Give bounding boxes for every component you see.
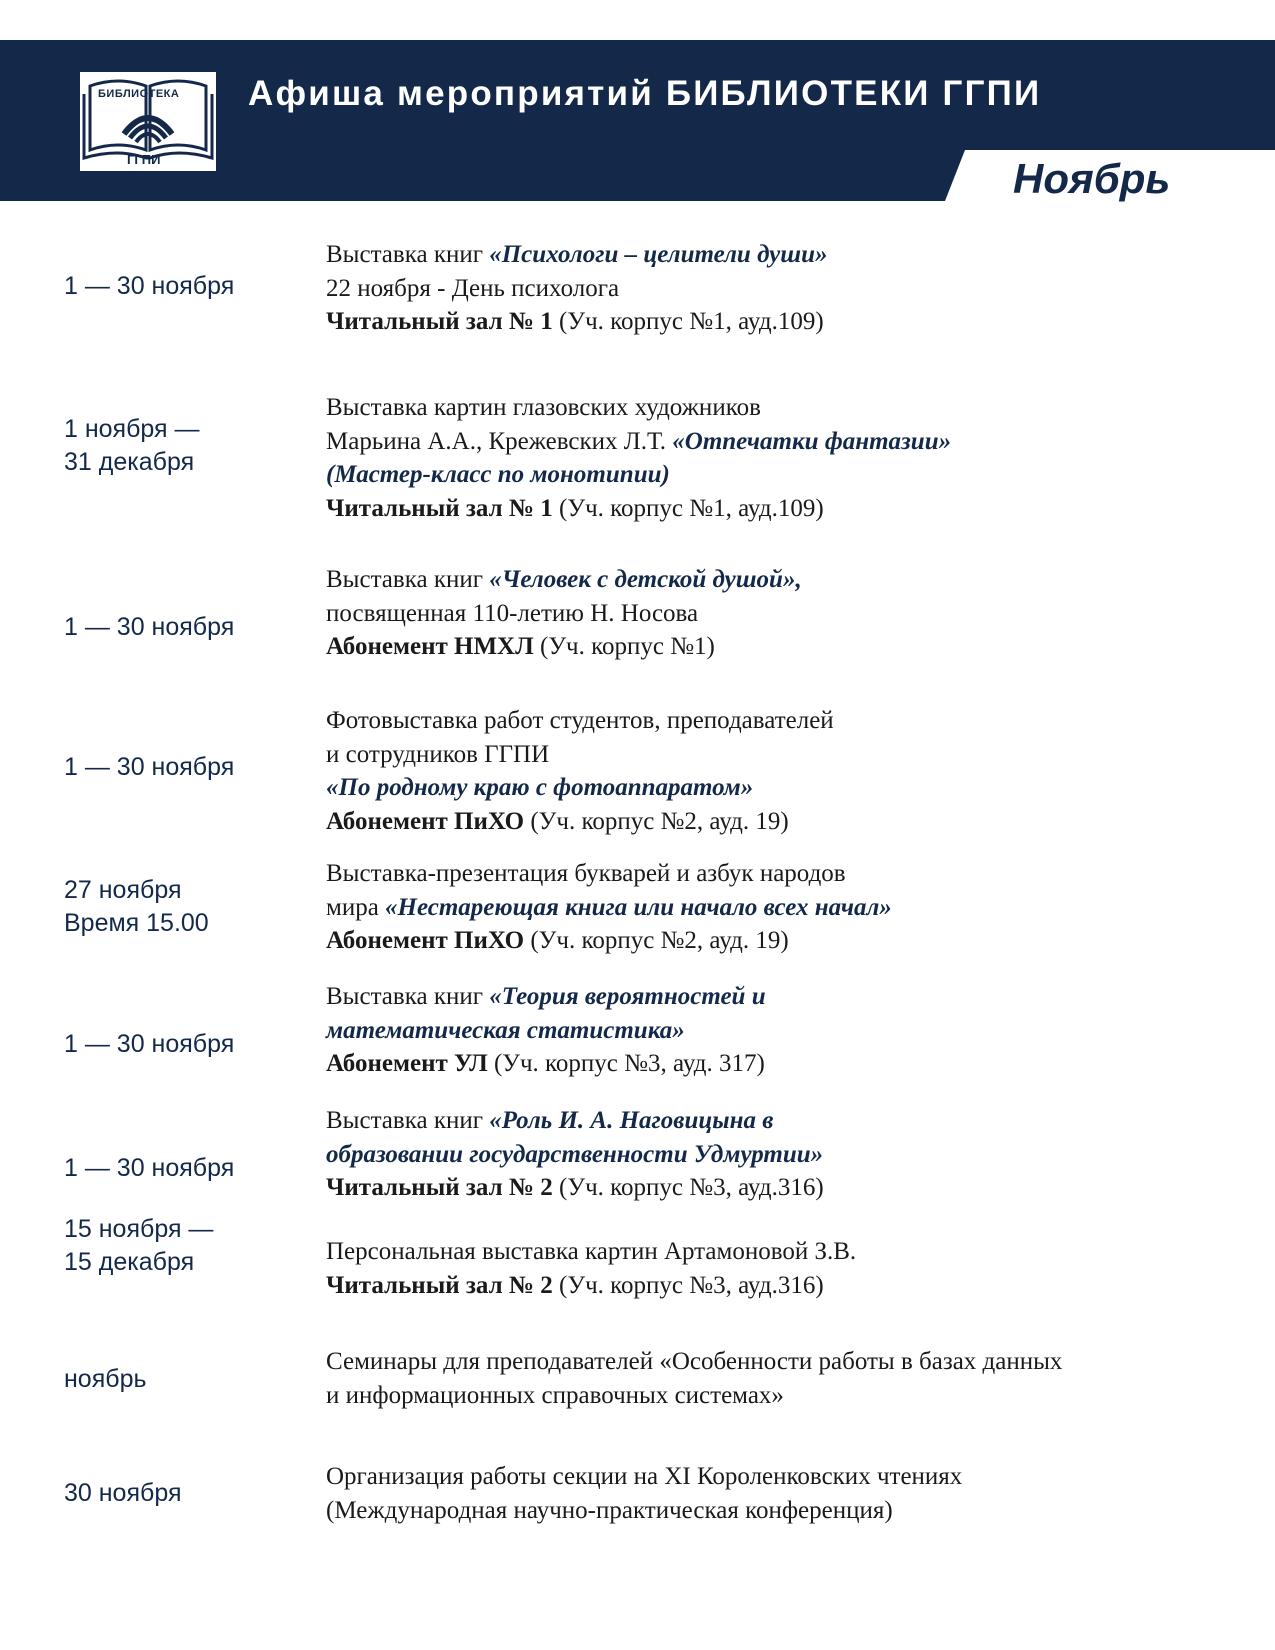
event-date-line: 1 — 30 ноября bbox=[64, 272, 235, 300]
description-line bbox=[326, 1269, 1256, 1303]
description-line bbox=[326, 1379, 1256, 1413]
description-text: Выставка книг bbox=[326, 1107, 490, 1134]
event-description bbox=[326, 1235, 1256, 1302]
description-text: Фотовыставка работ студентов, преподавателей bbox=[326, 707, 834, 734]
description-line bbox=[326, 305, 1256, 339]
description-line bbox=[326, 805, 1256, 839]
description-line bbox=[326, 1138, 1256, 1172]
description-line bbox=[326, 272, 1256, 306]
description-line bbox=[326, 1235, 1256, 1269]
description-text: Организация работы секции на XI Короленковских чтениях bbox=[326, 1463, 963, 1490]
event-description bbox=[326, 857, 1256, 958]
event-date bbox=[64, 413, 200, 479]
description-line bbox=[326, 425, 1256, 459]
event-title: «Роль И. А. Наговицына в bbox=[489, 1107, 774, 1134]
event-title: математическая статистика» bbox=[326, 1016, 685, 1044]
description-text: (Уч. корпус №1, ауд.109) bbox=[552, 494, 824, 522]
description-text: Персональная выставка картин Артамоновой З.В. bbox=[326, 1238, 857, 1265]
description-line bbox=[326, 1014, 1256, 1048]
event-location: Абонемент ПиХО bbox=[326, 927, 525, 954]
description-line bbox=[326, 1047, 1256, 1081]
event-location: Читальный зал № 2 bbox=[326, 1271, 553, 1299]
description-line bbox=[326, 458, 1256, 492]
description-text: Выставка книг bbox=[326, 566, 490, 593]
event-date bbox=[64, 1363, 147, 1396]
event-title: (Мастер-класс по монотипии) bbox=[326, 461, 670, 488]
event-date-line: 27 ноября bbox=[64, 876, 182, 904]
description-line bbox=[326, 1171, 1256, 1205]
event-date-line: 31 декабря bbox=[64, 448, 195, 476]
description-line bbox=[326, 391, 1256, 425]
description-text: Выставка книг bbox=[326, 983, 490, 1010]
description-text: (Уч. корпус №1) bbox=[533, 633, 715, 660]
description-line bbox=[326, 597, 1256, 631]
event-title: «Отпечатки фантазии» bbox=[672, 427, 952, 455]
month-label: Ноябрь bbox=[1013, 155, 1171, 202]
event-date bbox=[64, 611, 234, 644]
event-location: Абонемент ПиХО bbox=[326, 807, 525, 835]
description-line bbox=[326, 704, 1256, 738]
description-text: (Уч. корпус №3, ауд.316) bbox=[552, 1271, 824, 1299]
description-line bbox=[326, 630, 1256, 664]
event-description bbox=[326, 391, 1256, 525]
description-text: Семинары для преподавателей «Особенности работы в базах данных bbox=[326, 1348, 1063, 1375]
event-date-line: 15 декабря bbox=[64, 1248, 195, 1276]
page-title: Афиша мероприятий БИБЛИОТЕКИ ГГПИ bbox=[248, 74, 1042, 113]
event-date-line: 15 ноября — bbox=[64, 1215, 214, 1243]
event-location: Абонемент НМХЛ bbox=[326, 633, 534, 660]
event-title: «По родному краю с фотоаппаратом» bbox=[326, 774, 754, 801]
event-date-line: 1 ноября — bbox=[64, 415, 200, 443]
description-text: и сотрудников ГГПИ bbox=[326, 740, 550, 768]
event-location: Читальный зал № 1 bbox=[326, 494, 553, 522]
description-line bbox=[326, 1345, 1256, 1379]
event-date-line: 1 — 30 ноября bbox=[64, 753, 235, 781]
description-line bbox=[326, 980, 1256, 1014]
description-line bbox=[326, 492, 1256, 526]
event-date bbox=[64, 1213, 213, 1279]
event-description bbox=[326, 1345, 1256, 1412]
description-line bbox=[326, 1460, 1256, 1494]
event-title: «Человек с детской душой», bbox=[489, 566, 802, 593]
event-description bbox=[326, 1104, 1256, 1205]
description-text: (Уч. корпус №1, ауд.109) bbox=[552, 308, 824, 335]
description-text: 22 ноября - День психолога bbox=[326, 274, 620, 302]
description-text: посвященная 110-летию Н. Носова bbox=[326, 599, 699, 627]
library-logo bbox=[78, 70, 218, 173]
event-date-line: 1 — 30 ноября bbox=[64, 613, 235, 641]
description-line bbox=[326, 924, 1256, 958]
description-text: Выставка картин глазовских художников bbox=[326, 394, 761, 421]
event-title: «Нестареющая книга или начало всех начал» bbox=[385, 893, 892, 921]
logo-top-text: БИБЛИОТЕКА bbox=[98, 88, 180, 100]
event-date bbox=[64, 270, 234, 303]
event-date bbox=[64, 1477, 181, 1510]
description-text: (Уч. корпус №3, ауд. 317) bbox=[487, 1050, 765, 1077]
event-date-line: ноябрь bbox=[64, 1365, 147, 1393]
description-line bbox=[326, 891, 1256, 925]
description-text: (Международная научно-практическая конференция) bbox=[326, 1496, 893, 1524]
description-text: Марьина А.А., Крежевских Л.Т. bbox=[326, 427, 673, 455]
event-title: «Психологи – целители души» bbox=[489, 241, 828, 268]
event-title: образовании государственности Удмуртии» bbox=[326, 1140, 824, 1168]
event-date bbox=[64, 1028, 234, 1061]
event-description bbox=[326, 563, 1256, 664]
event-title: «Теория вероятностей и bbox=[489, 983, 766, 1010]
event-description bbox=[326, 704, 1256, 838]
description-line bbox=[326, 771, 1256, 805]
description-text: (Уч. корпус №2, ауд. 19) bbox=[524, 927, 789, 954]
event-location: Читальный зал № 2 bbox=[326, 1174, 553, 1201]
event-date bbox=[64, 1152, 234, 1185]
event-date bbox=[64, 874, 209, 940]
event-date-line: Время 15.00 bbox=[64, 909, 209, 937]
event-date-line: 30 ноября bbox=[64, 1479, 182, 1507]
description-line bbox=[326, 563, 1256, 597]
description-text: Выставка книг bbox=[326, 241, 490, 268]
description-line bbox=[326, 857, 1256, 891]
description-line bbox=[326, 1104, 1256, 1138]
event-description bbox=[326, 1460, 1256, 1527]
description-text: и информационных справочных системах» bbox=[326, 1381, 784, 1409]
description-text: Выставка-презентация букварей и азбук народов bbox=[326, 860, 846, 887]
logo-bottom-text: ГГПИ bbox=[127, 152, 161, 167]
description-text: мира bbox=[326, 893, 386, 921]
description-text: (Уч. корпус №3, ауд.316) bbox=[552, 1174, 824, 1201]
event-location: Абонемент УЛ bbox=[326, 1050, 488, 1077]
event-date-line: 1 — 30 ноября bbox=[64, 1154, 235, 1182]
event-location: Читальный зал № 1 bbox=[326, 308, 553, 335]
event-description bbox=[326, 980, 1256, 1081]
event-date-line: 1 — 30 ноября bbox=[64, 1030, 235, 1058]
description-text: (Уч. корпус №2, ауд. 19) bbox=[524, 807, 789, 835]
event-description bbox=[326, 238, 1256, 339]
description-line bbox=[326, 238, 1256, 272]
event-date bbox=[64, 751, 234, 784]
description-line bbox=[326, 1494, 1256, 1528]
description-line bbox=[326, 738, 1256, 772]
